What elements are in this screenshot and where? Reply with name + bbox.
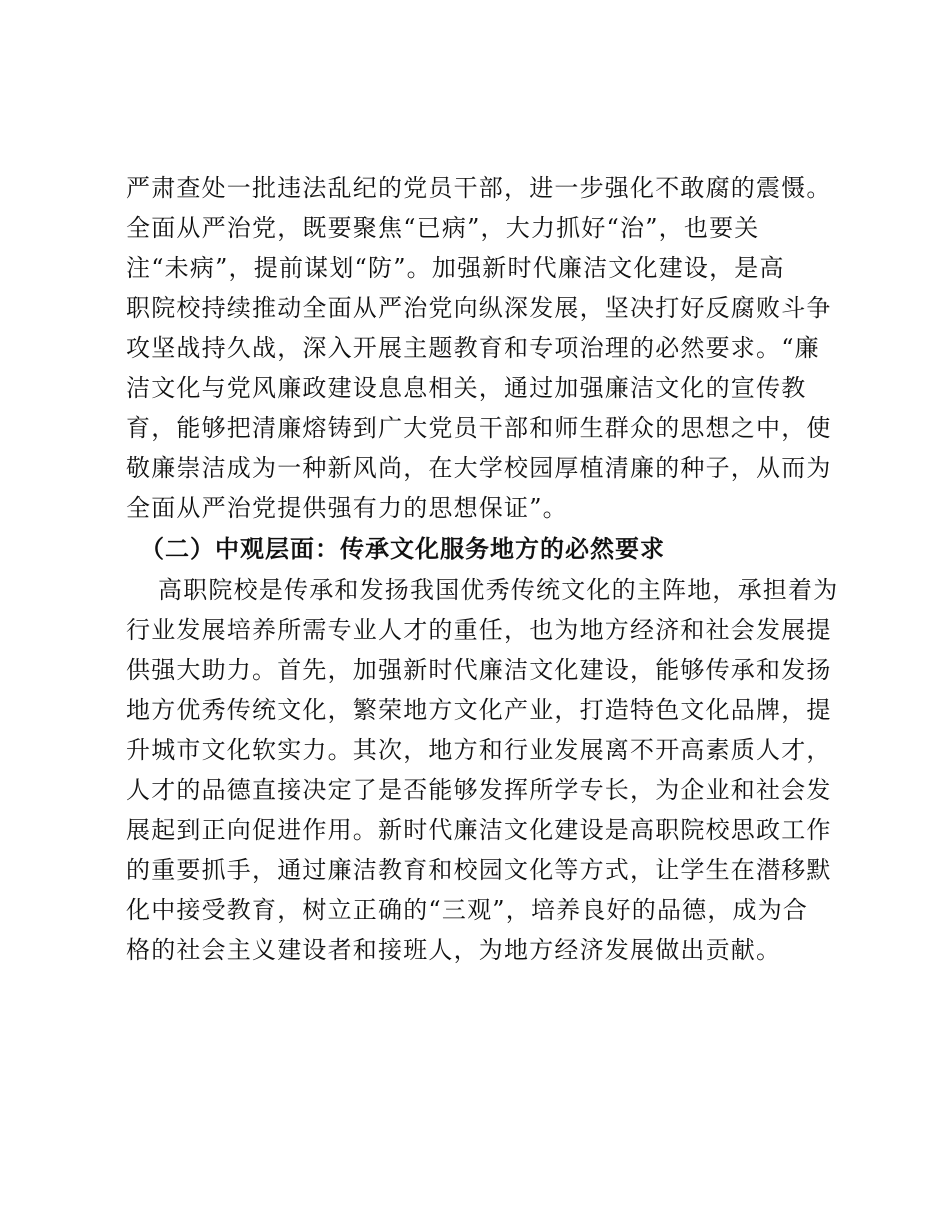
paragraph-1-line-8: 敬廉崇洁成为一种新风尚，在大学校园厚植清廉的种子，从而为	[126, 454, 832, 482]
paragraph-2-line-4: 地方优秀传统文化，繁荣地方文化产业，打造特色文化品牌，提	[126, 696, 832, 724]
paragraph-1-line-3: 注“未病”，提前谋划“防”。加强新时代廉洁文化建设，是高	[126, 254, 785, 282]
section-heading: （二）中观层面：传承文化服务地方的必然要求	[140, 535, 665, 563]
paragraph-1-line-6: 洁文化与党风廉政建设息息相关，通过加强廉洁文化的宣传教	[126, 374, 807, 402]
paragraph-1-line-9: 全面从严治党提供强有力的思想保证”。	[126, 494, 568, 522]
paragraph-2-line-7: 展起到正向促进作用。新时代廉洁文化建设是高职院校思政工作	[126, 816, 832, 844]
paragraph-1-line-1: 严肃查处一批违法乱纪的党员干部，进一步强化不敢腐的震慑。	[126, 174, 832, 202]
paragraph-2-line-6: 人才的品德直接决定了是否能够发挥所学专长，为企业和社会发	[126, 776, 832, 804]
paragraph-2-line-10: 格的社会主义建设者和接班人，为地方经济发展做出贡献。	[126, 936, 782, 964]
paragraph-2-line-2: 行业发展培养所需专业人才的重任，也为地方经济和社会发展提	[126, 616, 832, 644]
paragraph-1-line-4: 职院校持续推动全面从严治党向纵深发展，坚决打好反腐败斗争	[126, 294, 832, 322]
paragraph-2-line-5: 升城市文化软实力。其次，地方和行业发展离不开高素质人才，	[126, 736, 832, 764]
paragraph-1-line-2: 全面从严治党，既要聚焦“已病”，大力抓好“治”，也要关	[126, 214, 760, 242]
paragraph-2-line-3: 供强大助力。首先，加强新时代廉洁文化建设，能够传承和发扬	[126, 656, 832, 684]
paragraph-2-line-1: 高职院校是传承和发扬我国优秀传统文化的主阵地，承担着为	[158, 576, 839, 604]
paragraph-2-line-8: 的重要抓手，通过廉洁教育和校园文化等方式，让学生在潜移默	[126, 856, 832, 884]
paragraph-1-line-5: 攻坚战持久战，深入开展主题教育和专项治理的必然要求。“廉	[126, 334, 820, 362]
paragraph-2-line-9: 化中接受教育，树立正确的“三观”，培养良好的品德，成为合	[126, 896, 809, 924]
paragraph-1-line-7: 育，能够把清廉熔铸到广大党员干部和师生群众的思想之中，使	[126, 414, 832, 442]
